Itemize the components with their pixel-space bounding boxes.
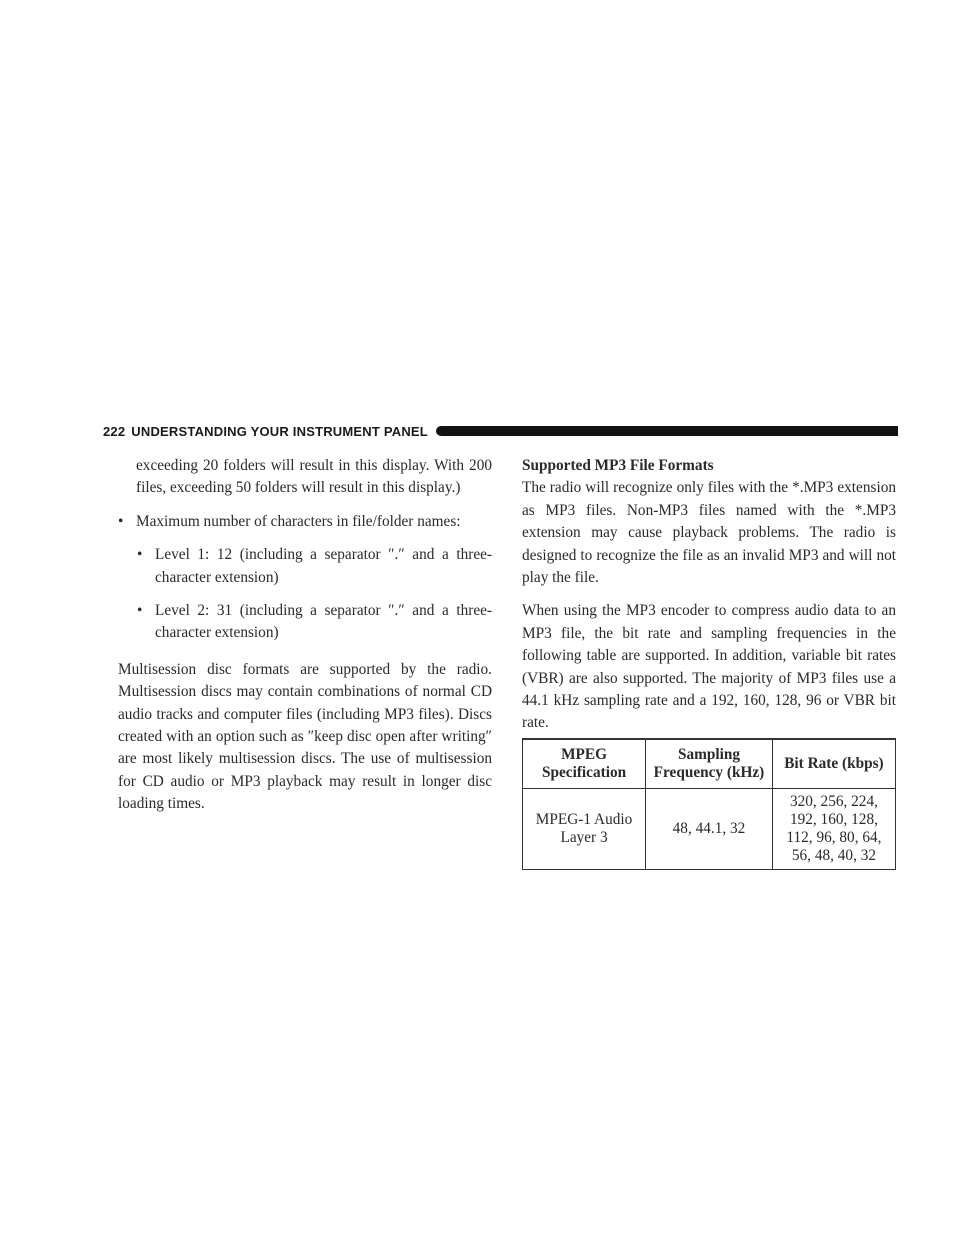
paragraph: When using the MP3 encoder to compress audio data to an MP3 file, the bit rate and sampling frequencies in the following table are supported. In addition, variable bit rates (VBR) are also supported. The majority of MP3 files use a 44.1 kHz sampling rate and a 192, 160, 128, 96 or VBR bit rate. [522,602,896,732]
continued-text: exceeding 20 folders will result in this display. With 200 files, exceeding 50 folders will result in this display.) [136,457,492,497]
left-column [118,455,492,816]
bullet-item [118,511,492,533]
bullet-text: Maximum number of characters in file/folder names: [136,512,461,530]
column-header: Sampling Frequency (kHz) [646,739,773,789]
table-cell: 48, 44.1, 32 [646,788,773,869]
table-cell: MPEG-1 Audio Layer 3 [523,788,646,869]
section-title: UNDERSTANDING YOUR INSTRUMENT PANEL [131,423,428,439]
sub-bullet-text: Level 2: 31 (including a separator ″.″ and a three-character extension) [155,602,492,642]
bullet-icon: • [118,512,124,530]
header-rule [436,426,898,436]
mp3-format-table [522,738,896,870]
bullet-icon: • [137,602,143,620]
sub-bullet-item [118,600,492,645]
column-header: Bit Rate (kbps) [772,739,895,789]
sub-bullet-item [118,544,492,589]
bullet-icon: • [137,546,143,564]
sub-bullet-text: Level 1: 12 (including a separator ″.″ and a three-character extension) [155,546,492,586]
table-header-row [523,739,896,789]
section-heading: Supported MP3 File Formats [522,457,714,474]
table-cell: 320, 256, 224, 192, 160, 128, 112, 96, 80, 64, 56, 48, 40, 32 [772,788,895,869]
page-number: 222 [103,423,126,439]
page-header [103,419,898,443]
column-header: MPEG Specification [523,739,646,789]
right-column [522,455,896,870]
table-row [523,788,896,869]
multisession-paragraph: Multisession disc formats are supported by the radio. Multisession discs may contain combinations of normal CD audio tracks and computer files (including MP3 files). Discs created with an option such as ″keep disc open after writing″ are most likely multisession discs. The use of multisession for CD audio or MP3 playback may result in longer disc loading times. [118,660,492,813]
paragraph: The radio will recognize only files with the *.MP3 extension as MP3 files. Non-MP3 files named with the *.MP3 extension may cause playback problems. The radio is designed to recognize the file as an invalid MP3 and will not play the file. [522,479,896,587]
